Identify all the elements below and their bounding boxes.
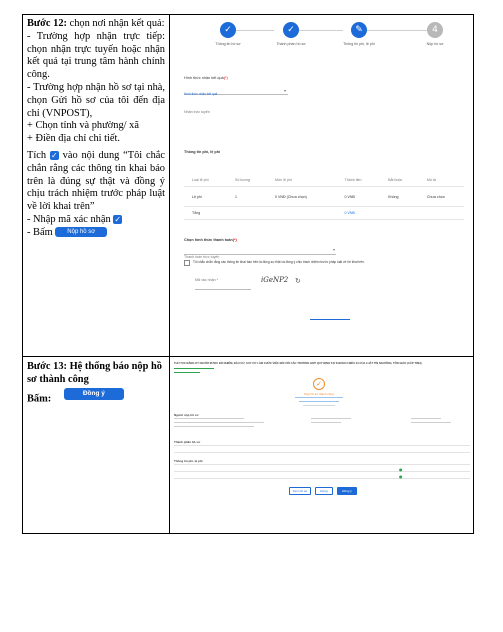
ok-button[interactable]: Đồng ý — [64, 388, 124, 400]
documents-row — [174, 452, 470, 453]
screenshot-fee-form — [171, 16, 473, 354]
fees-header-row — [174, 464, 470, 465]
row-divider — [23, 356, 473, 357]
section-applicant: Người nộp hồ sơ — [174, 413, 199, 417]
step13-title: Bước 13: Hệ thống báo nộp hồ sơ thành công — [27, 361, 162, 385]
payment-method-select[interactable] — [184, 245, 336, 259]
receive-value: Nhận trực tuyến — [184, 110, 210, 114]
step-1-label: Thông tin hồ sơ — [215, 42, 241, 46]
captcha-image: iGeNP2 — [261, 276, 289, 284]
step12-province: + Chọn tỉnh và phường/ xã — [27, 120, 139, 132]
fee-col: Bắt buộc — [380, 174, 419, 187]
fee-cell: 0 VNĐ (Chưa chọn) — [267, 187, 336, 207]
step12-instructions — [27, 18, 165, 240]
step-4-label: Nộp hồ sơ — [426, 42, 444, 46]
check-icon: ● — [399, 474, 403, 479]
total-value: 0 VNĐ — [337, 207, 381, 220]
chevron-down-icon: ▾ — [284, 88, 287, 93]
info-line — [303, 405, 335, 406]
applicant-line — [174, 426, 254, 427]
agree-checkbox[interactable] — [184, 260, 190, 266]
step12-address: + Điền địa chỉ chi tiết. — [27, 133, 120, 145]
step12-tick-label: Tích — [27, 149, 50, 161]
fee-cell: Lệ phí — [184, 187, 227, 207]
section-fees: Thông tin phí, lệ phí — [174, 459, 203, 463]
documents-header-row — [174, 445, 470, 446]
fee-col: Thành tiền — [337, 174, 381, 187]
step-3-label: Thông tin phí, lệ phí — [343, 42, 375, 46]
fees-total-row — [174, 478, 470, 479]
fee-col: Loại lệ phí — [184, 174, 227, 187]
fee-cell: Chưa chọn — [419, 187, 464, 207]
scroll-indicator — [310, 319, 350, 320]
step12-press-text: - Bấm — [27, 226, 56, 238]
refresh-icon[interactable]: ↻ — [295, 278, 301, 285]
captcha-input[interactable]: Mã xác nhận * — [195, 278, 251, 290]
step-2-label: Thành phần hồ sơ — [276, 42, 306, 46]
fee-heading: Thông tin phí, lệ phí — [184, 150, 221, 154]
step13-press: Bấm: — [27, 392, 52, 404]
total-label: Tổng — [184, 207, 227, 220]
confirm-button[interactable]: Đồng ý — [337, 487, 357, 495]
applicant-line — [174, 418, 244, 419]
success-check-icon: ✓ — [313, 378, 325, 390]
status-line — [174, 368, 214, 369]
section-documents: Thành phần hồ sơ — [174, 440, 201, 444]
chevron-down-icon: ▾ — [333, 247, 336, 252]
agree-text: Tôi chắc chắn rằng các thông tin khai báo trên là đúng sự thật và đồng ý chịu trách nhiệm trước pháp luật về lời khai trên. — [193, 260, 365, 264]
procedure-header: THỦ TỤC ĐĂNG KÝ NGƯỜI ĐƯỢC BỔ NHIỆM, BẦU CỬ, SUY CỬ LÀM CHỨC VIỆC ĐỐI VỚI CÁC TRƯỜNG HỢP QUY ĐỊNH TẠI KHOẢN 2 ĐIỀU 34 CỦA LUẬT TÍN NGƯỠNG, TÔN GIÁO (CẤP TỈNH) — [174, 362, 422, 365]
payment-heading: Chọn hình thức thanh toán(*) — [184, 238, 237, 242]
fee-col: Mô tả — [419, 174, 464, 187]
info-line — [299, 401, 339, 402]
view-file-button[interactable]: Xem hồ sơ — [289, 487, 311, 495]
submit-button[interactable]: Nộp hồ sơ — [55, 227, 107, 237]
receive-heading: Hình thức nhận kết quả(*) — [184, 76, 228, 80]
step-1-check-icon: ✓ — [220, 22, 236, 38]
checkbox-icon: ✓ — [51, 151, 58, 161]
step12-direct: - Trường hợp nhận trực tiếp: chọn nhận trực tuyến hoặc nhận kết quả tại trung tâm hành chính công. — [27, 30, 165, 81]
check-icon: ● — [399, 467, 403, 472]
applicant-line — [411, 422, 451, 423]
applicant-line — [311, 422, 341, 423]
applicant-line — [311, 418, 351, 419]
success-title: Nộp hồ sơ thành công — [304, 392, 334, 396]
step12-title-rest: chọn nơi nhận kết quả: — [66, 18, 165, 29]
receive-method-select[interactable] — [184, 82, 288, 114]
checkbox-icon: ✓ — [114, 215, 122, 225]
screenshot-success — [171, 358, 473, 508]
step12-captcha-text: - Nhập mã xác nhận — [27, 213, 114, 225]
status-line — [174, 372, 200, 373]
applicant-line — [411, 418, 441, 419]
close-button[interactable]: Đóng — [315, 487, 333, 495]
fee-cell: 0 VNĐ — [337, 187, 381, 207]
column-divider — [169, 15, 170, 533]
receive-label: Hình thức nhận kết quả — [184, 92, 218, 96]
step12-home: - Trường hợp nhận hồ sơ tại nhà, chọn Gửi hồ sơ của tôi đến địa chỉ (VNPOST), — [27, 81, 165, 119]
instruction-table — [22, 14, 474, 534]
fees-row — [174, 471, 470, 472]
stepper-line — [299, 30, 343, 31]
step12-tick-text: vào nội dung “Tôi chắc chắn rằng các thông tin khai báo trên là đúng sự thật và đồng ý chịu trách nhiệm trước pháp luật về lời khai trên” — [27, 149, 166, 213]
step12-title: Bước 12: — [27, 18, 67, 29]
fee-col: Số lượng — [227, 174, 267, 187]
step-2-check-icon: ✓ — [283, 22, 299, 38]
info-line — [295, 397, 343, 398]
applicant-line — [174, 422, 264, 423]
step-3-edit-icon: ✎ — [351, 22, 367, 38]
stepper-line — [234, 30, 274, 31]
payment-value: Thanh toán trực tuyến — [184, 255, 220, 259]
fee-table — [184, 174, 464, 220]
stepper-line — [367, 30, 427, 31]
fee-cell: Không — [380, 187, 419, 207]
step-4-number: 4 — [427, 22, 443, 38]
step13-instructions — [27, 361, 165, 406]
fee-col: Mức lệ phí — [267, 174, 336, 187]
fee-cell: 1 — [227, 187, 267, 207]
